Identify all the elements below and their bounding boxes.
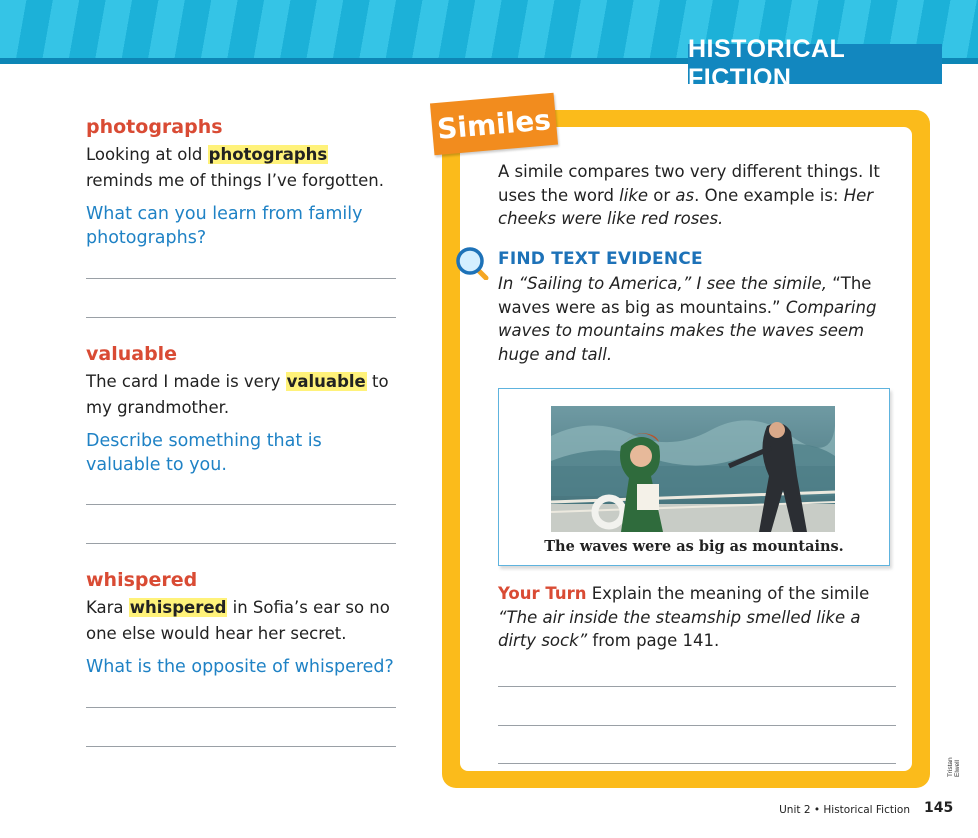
page-number: 145 [924,800,954,816]
vocab-word: photographs [86,116,223,138]
your-turn: Your Turn Explain the meaning of the simile “The air inside the steamship smelled like a dirty sock” from page 141. [498,584,870,650]
vocab-highlight: whispered [129,598,227,617]
vocab-sentence: Kara whispered in Sofia’s ear so no one else would hear her secret. [86,598,390,643]
vocab-prompt: What is the opposite of whispered? [86,657,394,677]
vocab-word: valuable [86,343,178,365]
vocab-word: whispered [86,569,198,591]
ship-deck-illustration [551,406,835,532]
similes-title-tab [430,93,558,156]
vocab-sentence: Looking at old photographs reminds me of things I’ve forgotten. [86,145,384,190]
find-text-evidence-body: In “Sailing to America,” I see the simile, “The waves were as big as mountains.” Comparing waves to mountains makes the waves seem huge and tall. [498,274,877,364]
answer-line[interactable] [498,686,896,687]
vocab-sentence: The card I made is very valuable to my grandmother. [86,372,389,417]
your-turn-label: Your Turn [498,584,587,603]
answer-line[interactable] [86,746,396,747]
vocab-prompt: Describe something that is valuable to you. [86,431,322,475]
illustration-caption: The waves were as big as mountains. [544,538,844,555]
simile-definition: A simile compares two very different things. It uses the word like or as. One example is: Her cheeks were like red roses. [498,162,880,228]
illustrator-credit: Tristan Elwell [947,757,961,777]
vocab-entry-whispered [86,569,398,679]
answer-line[interactable] [498,763,896,764]
vocab-entry-valuable [86,343,398,477]
answer-line[interactable] [86,278,396,279]
genre-label: HISTORICAL FICTION [688,44,942,84]
vocab-entry-photographs [86,116,398,250]
vocab-highlight: photographs [208,145,328,164]
answer-line[interactable] [498,725,896,726]
answer-line[interactable] [86,543,396,544]
answer-line[interactable] [86,504,396,505]
vocab-highlight: valuable [286,372,366,391]
find-text-evidence-heading: FIND TEXT EVIDENCE [498,249,703,269]
similes-title: Similes [435,102,553,146]
vocab-prompt: What can you learn from family photographs? [86,204,363,248]
answer-line[interactable] [86,707,396,708]
answer-line[interactable] [86,317,396,318]
magnifier-icon [455,246,489,280]
footer-unit: Unit 2 • Historical Fiction [779,804,910,816]
